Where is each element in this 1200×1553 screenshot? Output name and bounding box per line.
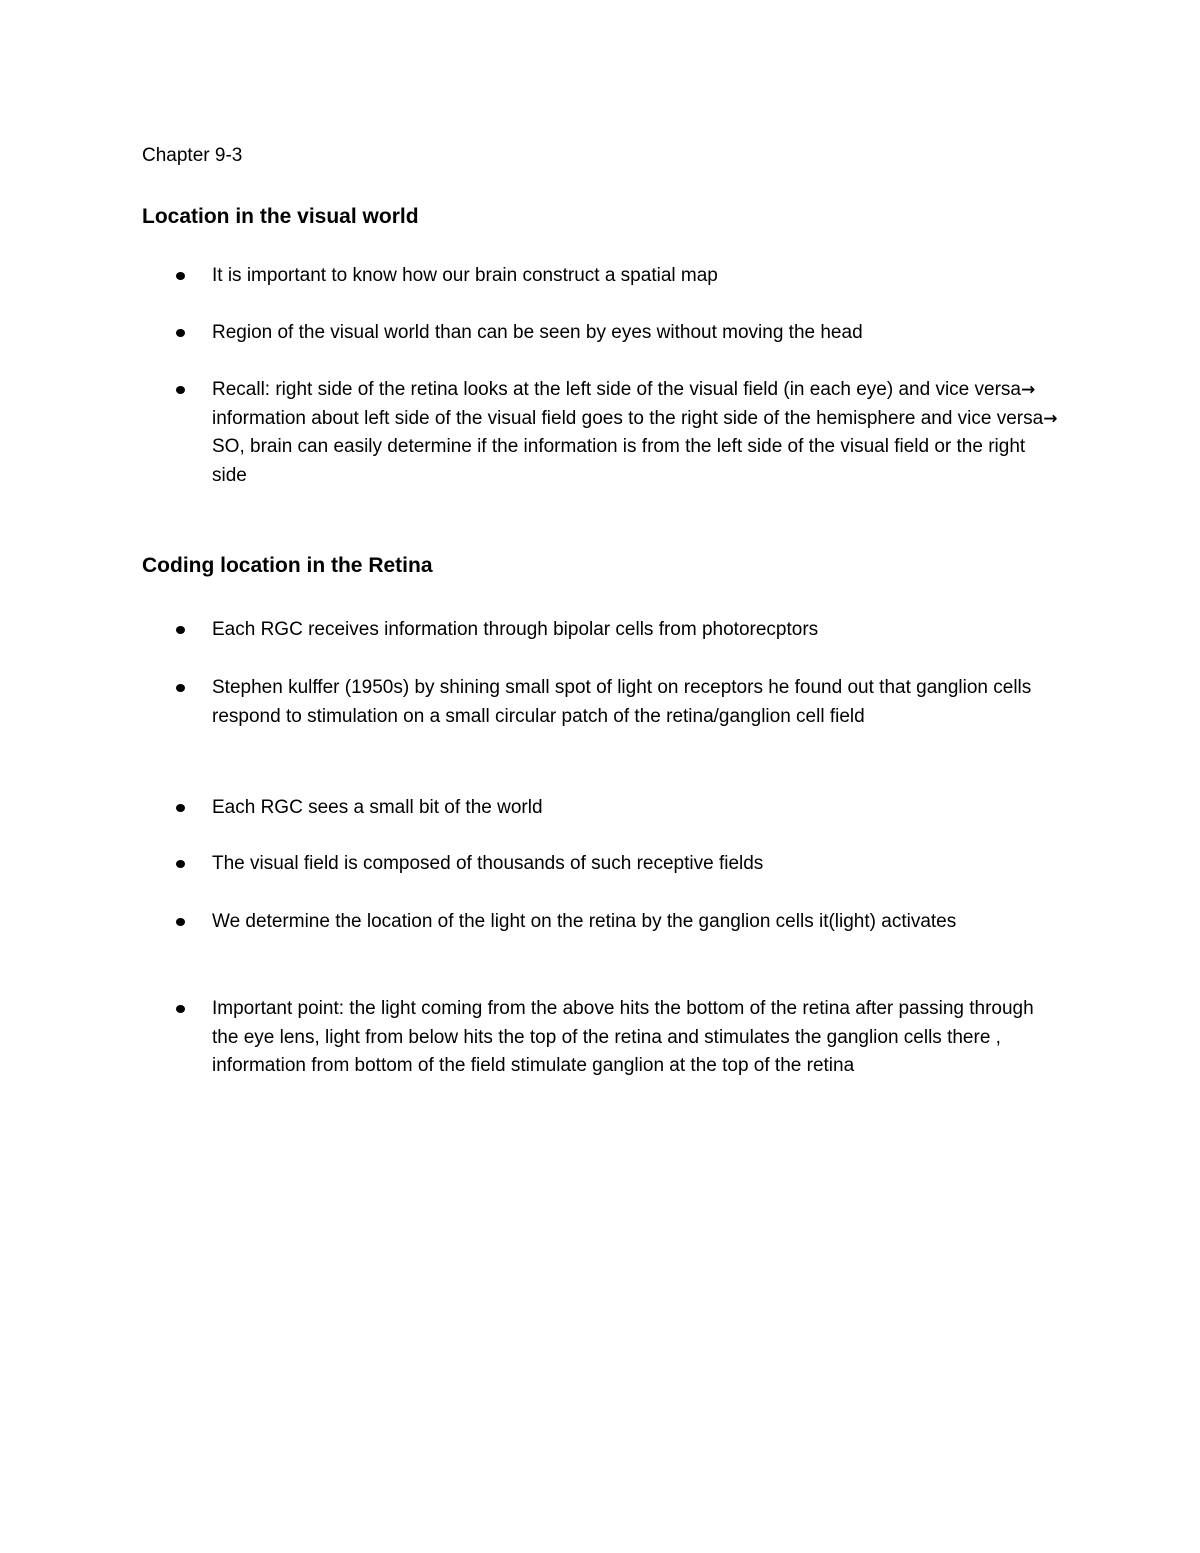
- list-item-text: Each RGC sees a small bit of the world: [212, 797, 543, 818]
- list-item-recall: [212, 376, 1062, 490]
- list-item-text: Each RGC receives information through bipolar cells from photorecptors: [212, 619, 819, 640]
- list-item: [212, 616, 1062, 645]
- arrow-right-icon: →: [1020, 380, 1036, 400]
- recall-text-part1: Recall: right side of the retina looks at the left side of the visual field (in each eye) and vice versa: [212, 379, 1021, 400]
- list-item-text: It is important to know how our brain construct a spatial map: [212, 265, 718, 286]
- list-item-text: We determine the location of the light on the retina by the ganglion cells it(light) activates: [212, 911, 957, 932]
- list-item: [212, 674, 1062, 731]
- bullet-icon: [176, 860, 185, 868]
- arrow-right-icon: →: [1043, 408, 1058, 429]
- list-item: [212, 794, 1062, 823]
- list-item: [212, 908, 1062, 937]
- bullet-icon: [176, 272, 185, 280]
- recall-text-part3: SO, brain can easily determine if the information is from the left side of the visual field or the right side: [212, 436, 1026, 486]
- bullet-icon: [176, 804, 185, 812]
- list-item-text: Important point: the light coming from the above hits the bottom of the retina after passing through the eye lens, light from below hits the top of the retina and stimulates the ganglion cells there , information from bottom of the field stimulate ganglion at the top of the retina: [212, 998, 1034, 1076]
- bullet-icon: [176, 386, 185, 394]
- section-heading-coding-location-retina: Coding location in the Retina: [142, 554, 433, 577]
- bullet-icon: [176, 918, 185, 926]
- list-item-text: Region of the visual world than can be seen by eyes without moving the head: [212, 322, 863, 343]
- list-item: [212, 319, 1062, 348]
- recall-text-part2: information about left side of the visual field goes to the right side of the hemisphere and vice versa: [212, 407, 1044, 429]
- bullet-icon: [176, 1005, 185, 1013]
- chapter-label: Chapter 9-3: [142, 145, 243, 166]
- bullet-icon: [176, 329, 185, 337]
- bullet-icon: [176, 684, 185, 692]
- list-item-text: Stephen kulffer (1950s) by shining small spot of light on receptors he found out that ganglion cells respond to stimulation on a small circular patch of the retina/ganglion cell field: [212, 677, 1032, 727]
- list-item: [212, 262, 1062, 291]
- list-item: [212, 850, 1062, 879]
- bullet-icon: [176, 626, 185, 634]
- section-heading-location-visual-world: Location in the visual world: [142, 205, 419, 228]
- list-item-text: The visual field is composed of thousands of such receptive fields: [212, 853, 764, 874]
- list-item: [212, 995, 1062, 1081]
